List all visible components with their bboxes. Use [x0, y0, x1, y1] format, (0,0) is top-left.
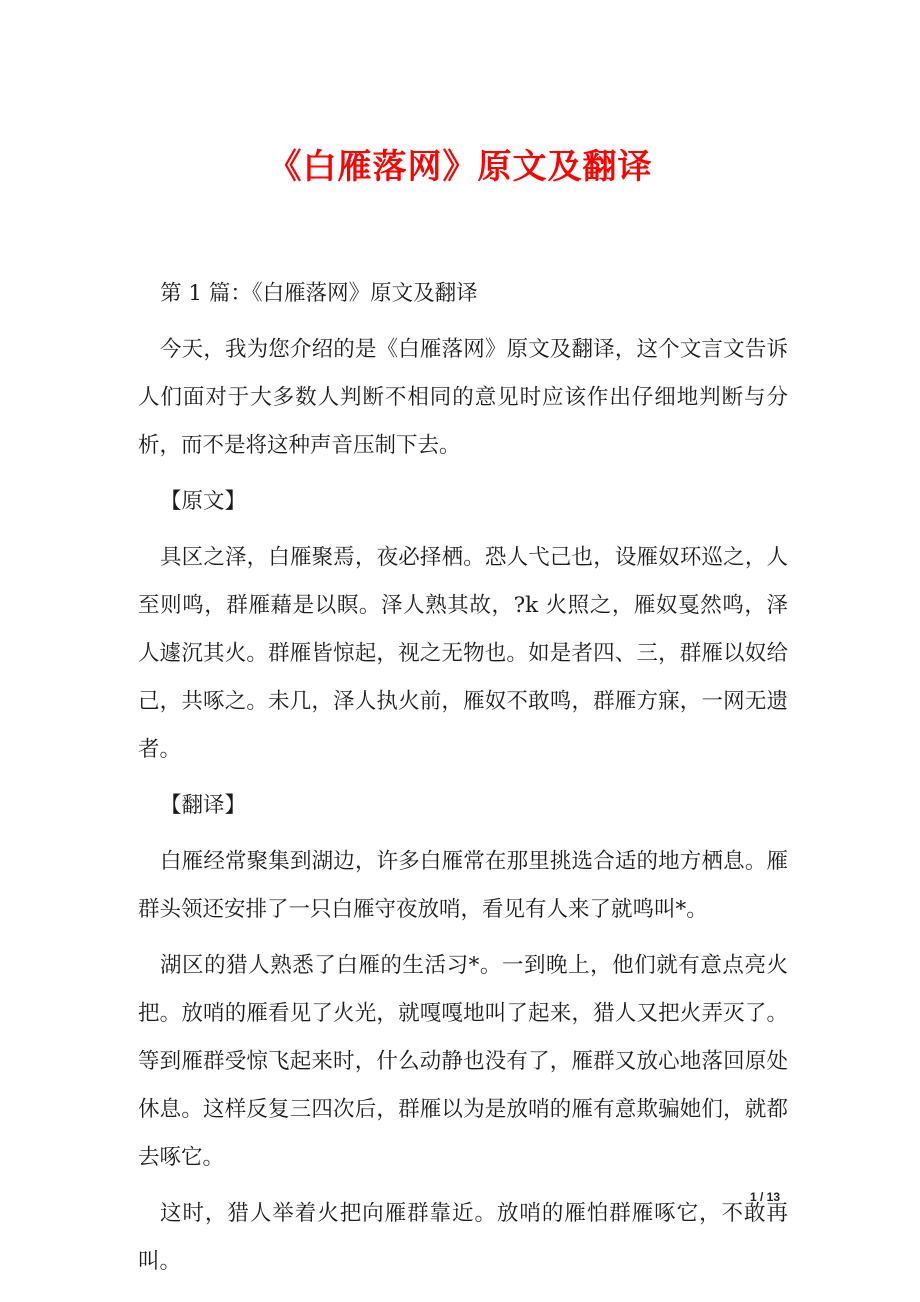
translation-heading: 【翻译】 [160, 793, 247, 818]
original-text-heading: 【原文】 [160, 489, 247, 514]
translation-paragraph-3: 这时，猎人举着火把向雁群靠近。放哨的雁怕群雁啄它，不敢再叫。 [138, 1201, 788, 1274]
original-text-paragraph: 具区之泽，白雁聚焉，夜必择栖。恐人弋己也，设雁奴环巡之，人至则鸣，群雁藉是以瞑。泽人熟其故，?k 火照之，雁奴戛然鸣，泽人遽沉其火。群雁皆惊起，视之无物也。如是者四、三，群雁以奴给己，共啄之。未几，泽人执火前，雁奴不敢鸣，群雁方寐，一网无遗者。 [138, 545, 788, 762]
page-number: 1 / 13 [749, 1190, 780, 1204]
translation-paragraph-2: 湖区的猎人熟悉了白雁的生活习*。一到晚上，他们就有意点亮火把。放哨的雁看见了火光，就嘎嘎地叫了起来，猎人又把火弄灭了。等到雁群受惊飞起来时，什么动静也没有了，雁群又放心地落回原处休息。这样反复三四次后，群雁以为是放哨的雁有意欺骗她们，就都去啄它。 [138, 953, 788, 1170]
document-title: 《白雁落网》原文及翻译 [267, 147, 653, 187]
document-body [138, 270, 788, 1294]
section-heading: 第 1 篇：《白雁落网》原文及翻译 [160, 281, 478, 306]
intro-paragraph: 今天，我为您介绍的是《白雁落网》原文及翻译，这个文言文告诉人们面对于大多数人判断不相同的意见时应该作出仔细地判断与分析，而不是将这种声音压制下去。 [138, 337, 788, 458]
translation-paragraph-1: 白雁经常聚集到湖边，许多白雁常在那里挑选合适的地方栖息。雁群头领还安排了一只白雁守夜放哨，看见有人来了就鸣叫*。 [138, 849, 788, 922]
